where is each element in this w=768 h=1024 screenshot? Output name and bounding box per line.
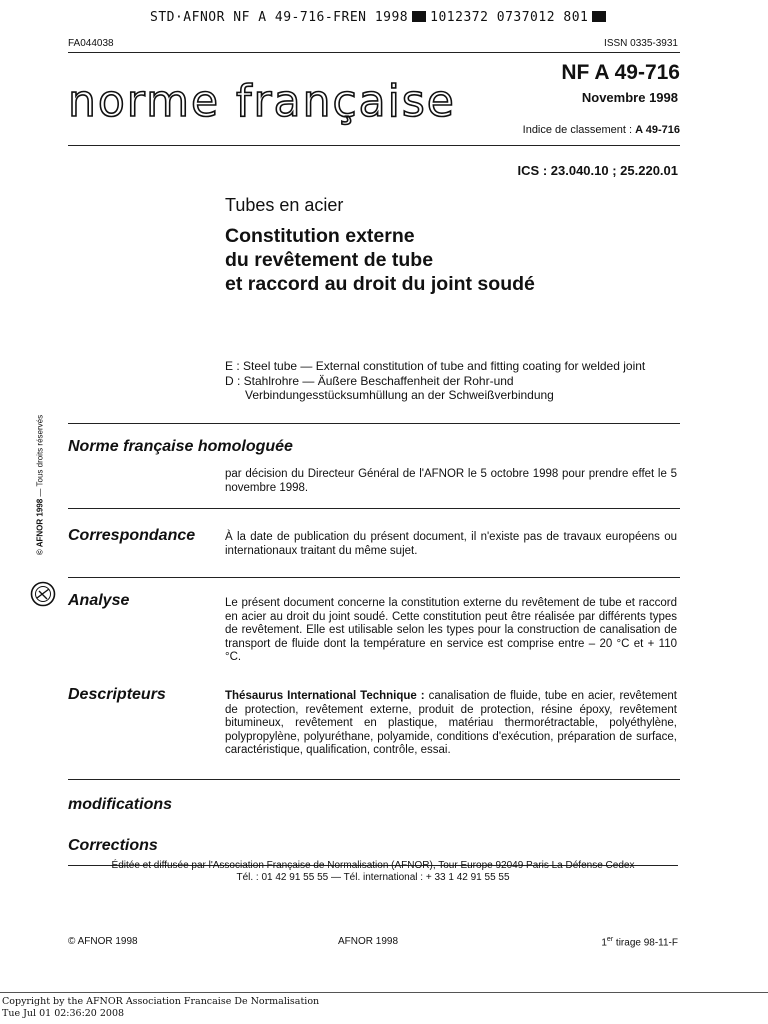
correspondance-text: À la date de publication du présent document, il n'existe pas de travaux européens ou internationaux traitant du même sujet. bbox=[225, 531, 677, 557]
section-rule bbox=[68, 577, 680, 578]
english-title: E : Steel tube — External constitution of tube and fitting coating for welded joint bbox=[225, 359, 646, 373]
footer-tirage bbox=[601, 936, 678, 948]
descripteurs-heading: Descripteurs bbox=[68, 686, 166, 703]
publisher-info bbox=[68, 860, 678, 884]
indice-classement bbox=[523, 124, 680, 136]
german-title-line-1: D : Stahlrohre — Äußere Beschaffenheit der Rohr-und bbox=[225, 373, 514, 388]
document-subtitle: Tubes en acier bbox=[225, 195, 344, 215]
section-rule bbox=[68, 508, 680, 509]
afnor-seal-icon bbox=[30, 581, 56, 607]
footer-copyright: © AFNOR 1998 bbox=[68, 936, 138, 947]
publisher-line: Éditée et diffusée par l'Association Française de Normalisation (AFNOR), Tour Europe 92049 Paris La Défense Cedex bbox=[111, 860, 635, 871]
scan-block-mark bbox=[412, 11, 426, 22]
side-copyright: © AFNOR 1998 bbox=[35, 498, 45, 556]
indice-label: Indice de classement : bbox=[522, 124, 633, 136]
scan-block-mark bbox=[592, 11, 606, 22]
homologuee-text: par décision du Directeur Général de l'AFNOR le 5 octobre 1998 pour prendre effet le 5 novembre 1998. bbox=[225, 468, 677, 494]
header-rule bbox=[68, 145, 680, 146]
title-line-1: Constitution externe bbox=[225, 225, 415, 247]
indice-value: A 49-716 bbox=[635, 124, 680, 136]
tirage-suffix: tirage 98-11-F bbox=[613, 937, 678, 949]
copyright-stamp-line-2: Tue Jul 01 02:36:20 2008 bbox=[2, 1008, 125, 1019]
descripteurs-text bbox=[225, 690, 677, 758]
std-header-left: STD·AFNOR NF A 49-716-FREN 1998 bbox=[150, 10, 409, 25]
phone-line: Tél. : 01 42 91 55 55 — Tél. international : + 33 1 42 91 55 55 bbox=[236, 872, 510, 883]
homologuee-heading: Norme française homologuée bbox=[68, 438, 293, 455]
title-line-2: du revêtement de tube bbox=[225, 249, 434, 271]
tirage-prefix: 1 bbox=[601, 937, 607, 949]
top-rule bbox=[68, 52, 680, 53]
bottom-rule bbox=[0, 992, 768, 993]
section-rule bbox=[68, 779, 680, 780]
side-rights: — Tous droits réservés bbox=[35, 414, 45, 497]
translated-titles bbox=[225, 359, 645, 403]
german-title-line-2: Verbindungesstücksumhüllung an der Schweißverbindung bbox=[245, 388, 554, 402]
norme-francaise-logo: norme française bbox=[68, 76, 456, 127]
std-header-line bbox=[150, 10, 610, 25]
footer-center: AFNOR 1998 bbox=[338, 936, 399, 947]
ics-code: ICS : 23.040.10 ; 25.220.01 bbox=[517, 163, 678, 178]
title-line-3: et raccord au droit du joint soudé bbox=[225, 273, 535, 295]
doc-code: FA044038 bbox=[68, 38, 114, 49]
standard-number: NF A 49-716 bbox=[561, 61, 680, 84]
analyse-heading: Analyse bbox=[68, 592, 130, 609]
standard-date: Novembre 1998 bbox=[581, 90, 678, 105]
descripteurs-lead: Thésaurus International Technique : bbox=[225, 690, 425, 702]
modifications-heading: modifications bbox=[68, 796, 173, 813]
std-header-right: 1012372 0737012 801 bbox=[430, 10, 589, 25]
section-rule bbox=[68, 423, 680, 424]
vertical-copyright-note bbox=[28, 390, 52, 580]
copyright-stamp-line-1: Copyright by the AFNOR Association Francaise De Normalisation bbox=[2, 996, 320, 1007]
issn: ISSN 0335-3931 bbox=[604, 38, 678, 49]
correspondance-heading: Correspondance bbox=[68, 527, 196, 544]
tirage-sup: er bbox=[606, 936, 614, 943]
descripteurs-keywords: canalisation de fluide, tube en acier, revêtement de protection, revêtement externe, produit de protection, résine époxy, revêtement bitumineux, revêtement en plastique, matériau thermorétractable, polyéthylène, polypropylène, polyuréthane, polyamide, conditions d'exécution, préparation de surface, caractéristique, qualification, contrôle, essai. bbox=[225, 690, 677, 756]
analyse-text: Le présent document concerne la constitution externe du revêtement de tube et raccord en acier au droit du joint soudé. Cette constitution peut être réalisée par différents types de revêtement. Elle est utilisable selon les types pour la construction de canalisation de transport de fluide dont la température en service est comprise entre – 20 °C et + 110 °C. bbox=[225, 597, 677, 663]
corrections-heading: Corrections bbox=[68, 837, 158, 854]
document-title bbox=[225, 224, 535, 296]
